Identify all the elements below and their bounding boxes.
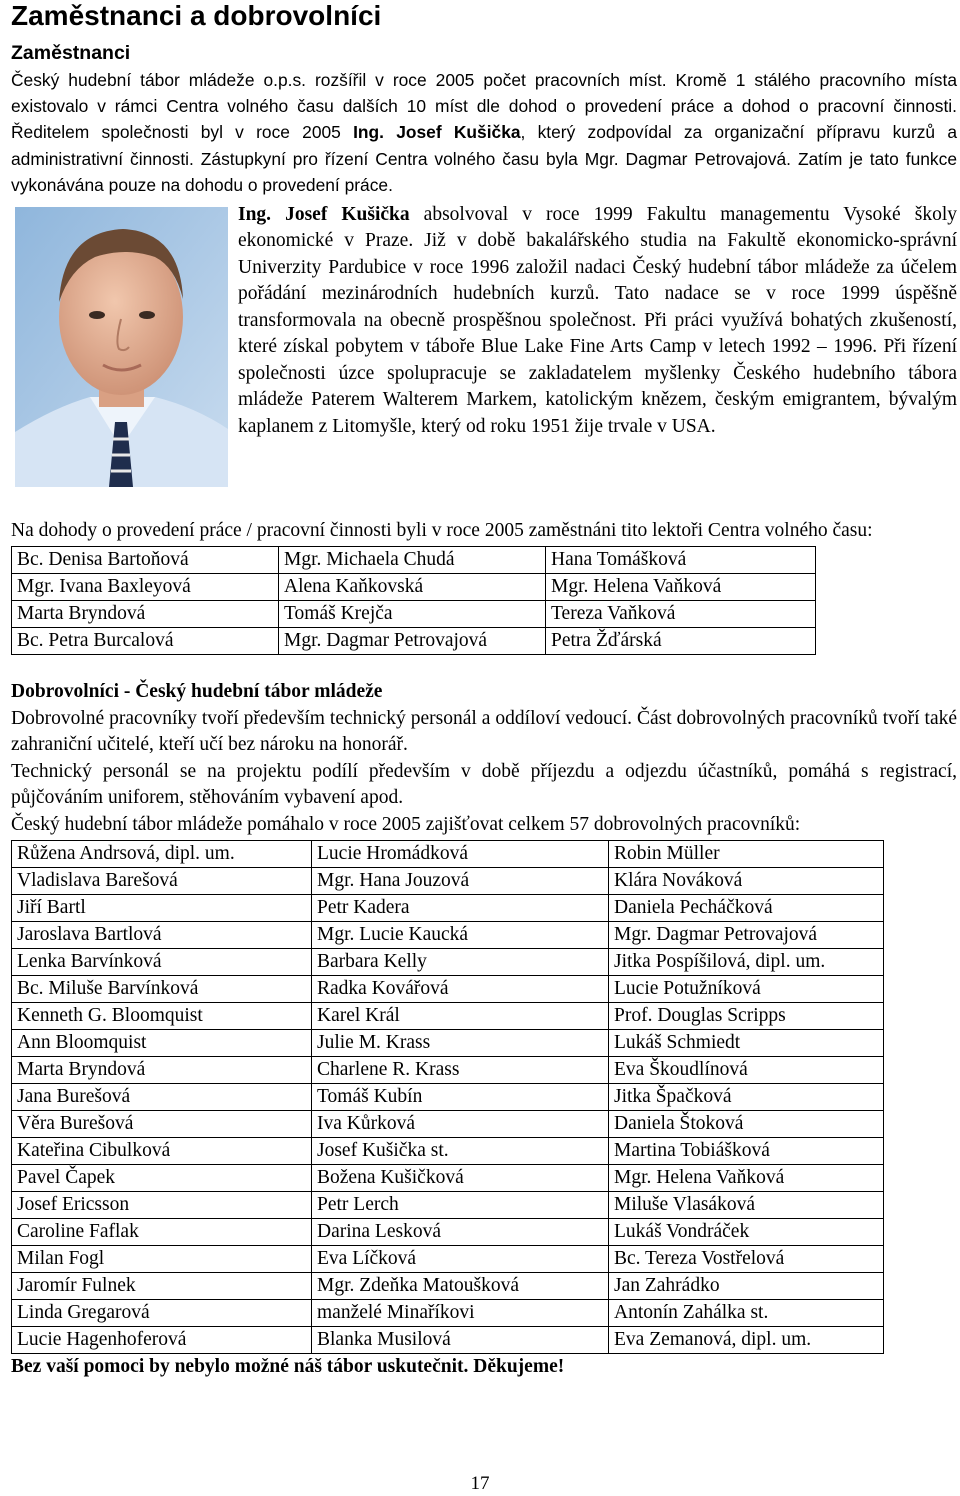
table-cell: Bc. Tereza Vostřelová: [609, 1246, 884, 1273]
table-cell: Eva Škoudlínová: [609, 1057, 884, 1084]
volunteer-row: [12, 1138, 884, 1165]
volunteer-row: [12, 1219, 884, 1246]
page-title: Zaměstnanci a dobrovolníci: [11, 0, 382, 31]
table-cell: Josef Kušička st.: [312, 1138, 609, 1165]
document-page: [11, 0, 957, 1381]
volunteer-row: [12, 949, 884, 976]
table-cell: Vladislava Barešová: [12, 868, 312, 895]
table-cell: Martina Tobiášková: [609, 1138, 884, 1165]
table-cell: Lucie Hromádková: [312, 841, 609, 868]
volunteer-row: [12, 1084, 884, 1111]
table-cell: Lukáš Vondráček: [609, 1219, 884, 1246]
table-cell: Mgr. Ivana Baxleyová: [12, 574, 279, 601]
lecturer-row: [12, 574, 816, 601]
table-cell: Charlene R. Krass: [312, 1057, 609, 1084]
table-cell: Hana Tomášková: [546, 547, 816, 574]
lecturer-row: [12, 628, 816, 655]
volunteer-row: [12, 1165, 884, 1192]
table-cell: Jiří Bartl: [12, 895, 312, 922]
table-cell: manželé Minaříkovi: [312, 1300, 609, 1327]
volunteer-row: [12, 868, 884, 895]
table-cell: Bc. Petra Burcalová: [12, 628, 279, 655]
bio-run: Ing. Josef Kušička: [238, 203, 410, 225]
table-cell: Mgr. Dagmar Petrovajová: [279, 628, 546, 655]
table-cell: Barbara Kelly: [312, 949, 609, 976]
closing-thanks: Bez vaší pomoci by nebylo možné náš tábor uskutečnit. Děkujeme!: [11, 1356, 565, 1378]
table-cell: Růžena Andrsová, dipl. um.: [12, 841, 312, 868]
volunteer-row: [12, 1192, 884, 1219]
table-cell: Věra Burešová: [12, 1111, 312, 1138]
table-cell: Marta Bryndová: [12, 1057, 312, 1084]
lecturers-table: [11, 546, 816, 655]
volunteer-row: [12, 1030, 884, 1057]
table-cell: Jan Zahrádko: [609, 1273, 884, 1300]
director-bio-section: [11, 202, 957, 494]
table-cell: Linda Gregarová: [12, 1300, 312, 1327]
volunteer-row: [12, 1273, 884, 1300]
table-cell: Kenneth G. Bloomquist: [12, 1003, 312, 1030]
table-cell: Tomáš Krejča: [279, 601, 546, 628]
table-cell: Lucie Potužníková: [609, 976, 884, 1003]
volunteer-row: [12, 1327, 884, 1354]
table-cell: Eva Líčková: [312, 1246, 609, 1273]
director-bio-text: [238, 202, 957, 441]
volunteer-row: [12, 895, 884, 922]
emp-run: , který zodpovídal za organizační přípravu kurzů a administrativní činnosti. Zástupkyní pro řízení Centra volného času byla Mgr. Dagmar Petrovajová. Zatím je tato funkce vykonávána pouze na dohodu o provedení práce.: [11, 122, 957, 196]
employees-heading: Zaměstnanci: [11, 42, 131, 64]
bio-run: absolvoval v roce 1999 Fakultu managementu Vysoké školy ekonomické v Praze. Již v době bakalářského studia na Fakultě ekonomicko-správní Univerzity Pardubice v roce 1996 založil nadaci Český hudební tábor mládeže za účelem pořádání mezinárodních hudebních kurzů. Tato nadace se v roce 1999 úspěšně transformovala na obecně prospěšnou společnost. Při práci využívá bohatých zkušeností, které získal pobytem v táboře Blue Lake Fine Arts Camp v letech 1992 – 1996. Při řízení společnosti úzce spolupracuje se zakladatelem myšlenky Českého hudebního tábora mládeže Paterem Walterem Markem, katolickým knězem, českým emigrantem, bývalým kaplanem z Litomyšle, který od roku 1951 žije trvale v USA.: [238, 203, 957, 437]
table-cell: Mgr. Michaela Chudá: [279, 547, 546, 574]
volunteers-heading: Dobrovolníci - Český hudební tábor mládeže: [11, 681, 383, 703]
volunteers-paragraph-2: Technický personál se na projektu podílí především v době příjezdu a odjezdu účastníků, pomáhá s registrací, půjčováním uniforem, stěhováním vybavení apod.: [11, 760, 957, 809]
table-cell: Mgr. Helena Vaňková: [546, 574, 816, 601]
table-cell: Marta Bryndová: [12, 601, 279, 628]
lecturer-row: [12, 547, 816, 574]
table-cell: Iva Kůrková: [312, 1111, 609, 1138]
table-cell: Kateřina Cibulková: [12, 1138, 312, 1165]
volunteer-row: [12, 1057, 884, 1084]
table-cell: Tereza Vaňková: [546, 601, 816, 628]
table-cell: Milan Fogl: [12, 1246, 312, 1273]
table-cell: Tomáš Kubín: [312, 1084, 609, 1111]
employees-paragraph: [11, 67, 957, 199]
table-cell: Robin Müller: [609, 841, 884, 868]
table-cell: Daniela Pecháčková: [609, 895, 884, 922]
table-cell: Bc. Denisa Bartoňová: [12, 547, 279, 574]
table-cell: Miluše Vlasáková: [609, 1192, 884, 1219]
table-cell: Mgr. Dagmar Petrovajová: [609, 922, 884, 949]
volunteer-row: [12, 976, 884, 1003]
page-number: 17: [470, 1473, 490, 1494]
table-cell: Lenka Barvínková: [12, 949, 312, 976]
table-cell: Jitka Pospíšilová, dipl. um.: [609, 949, 884, 976]
director-photo: [15, 207, 228, 487]
volunteer-row: [12, 1111, 884, 1138]
table-cell: Mgr. Helena Vaňková: [609, 1165, 884, 1192]
table-cell: Daniela Štoková: [609, 1111, 884, 1138]
table-cell: Jaromír Fulnek: [12, 1273, 312, 1300]
table-cell: Mgr. Lucie Kaucká: [312, 922, 609, 949]
lecturer-row: [12, 601, 816, 628]
volunteer-row: [12, 1003, 884, 1030]
table-cell: Mgr. Hana Jouzová: [312, 868, 609, 895]
lecturers-intro: Na dohody o provedení práce / pracovní činnosti byli v roce 2005 zaměstnáni tito lektoři Centra volného času:: [11, 519, 873, 541]
emp-run: Ing. Josef Kušička: [353, 122, 521, 143]
table-cell: Petra Žďárská: [546, 628, 816, 655]
table-cell: Petr Lerch: [312, 1192, 609, 1219]
volunteer-row: [12, 1246, 884, 1273]
table-cell: Eva Zemanová, dipl. um.: [609, 1327, 884, 1354]
volunteers-paragraph-1: Dobrovolné pracovníky tvoří především technický personál a oddíloví vedoucí. Část dobrovolných pracovníků tvoří také zahraniční učitelé, kteří učí bez nároku na honorář.: [11, 707, 957, 756]
volunteer-row: [12, 1300, 884, 1327]
volunteers-table: [11, 840, 884, 1354]
table-cell: Jaroslava Bartlová: [12, 922, 312, 949]
table-cell: Radka Kovářová: [312, 976, 609, 1003]
table-cell: Bc. Miluše Barvínková: [12, 976, 312, 1003]
table-cell: Alena Kaňkovská: [279, 574, 546, 601]
table-cell: Darina Lesková: [312, 1219, 609, 1246]
table-cell: Mgr. Zdeňka Matoušková: [312, 1273, 609, 1300]
table-cell: Antonín Zahálka st.: [609, 1300, 884, 1327]
table-cell: Lucie Hagenhoferová: [12, 1327, 312, 1354]
table-cell: Prof. Douglas Scripps: [609, 1003, 884, 1030]
table-cell: Petr Kadera: [312, 895, 609, 922]
table-cell: Julie M. Krass: [312, 1030, 609, 1057]
table-cell: Karel Král: [312, 1003, 609, 1030]
table-cell: Caroline Faflak: [12, 1219, 312, 1246]
table-cell: Ann Bloomquist: [12, 1030, 312, 1057]
table-cell: Lukáš Schmiedt: [609, 1030, 884, 1057]
volunteer-row: [12, 922, 884, 949]
volunteers-paragraph-3: Český hudební tábor mládeže pomáhalo v roce 2005 zajišťovat celkem 57 dobrovolných pracovníků:: [11, 813, 801, 835]
volunteer-row: [12, 841, 884, 868]
table-cell: Jana Burešová: [12, 1084, 312, 1111]
table-cell: Božena Kušičková: [312, 1165, 609, 1192]
table-cell: Jitka Špačková: [609, 1084, 884, 1111]
table-cell: Josef Ericsson: [12, 1192, 312, 1219]
table-cell: Blanka Musilová: [312, 1327, 609, 1354]
emp-run: Český hudební tábor mládeže o.p.s. rozšířil v roce 2005 počet pracovních míst. Kromě 1 stálého pracovního místa existovalo v rámci Centra volného času dalších 10 míst dle dohod o provedení práce a dohod o pracovní činnosti. Ředitelem společnosti byl v roce 2005: [11, 69, 957, 143]
table-cell: Pavel Čapek: [12, 1165, 312, 1192]
table-cell: Klára Nováková: [609, 868, 884, 895]
